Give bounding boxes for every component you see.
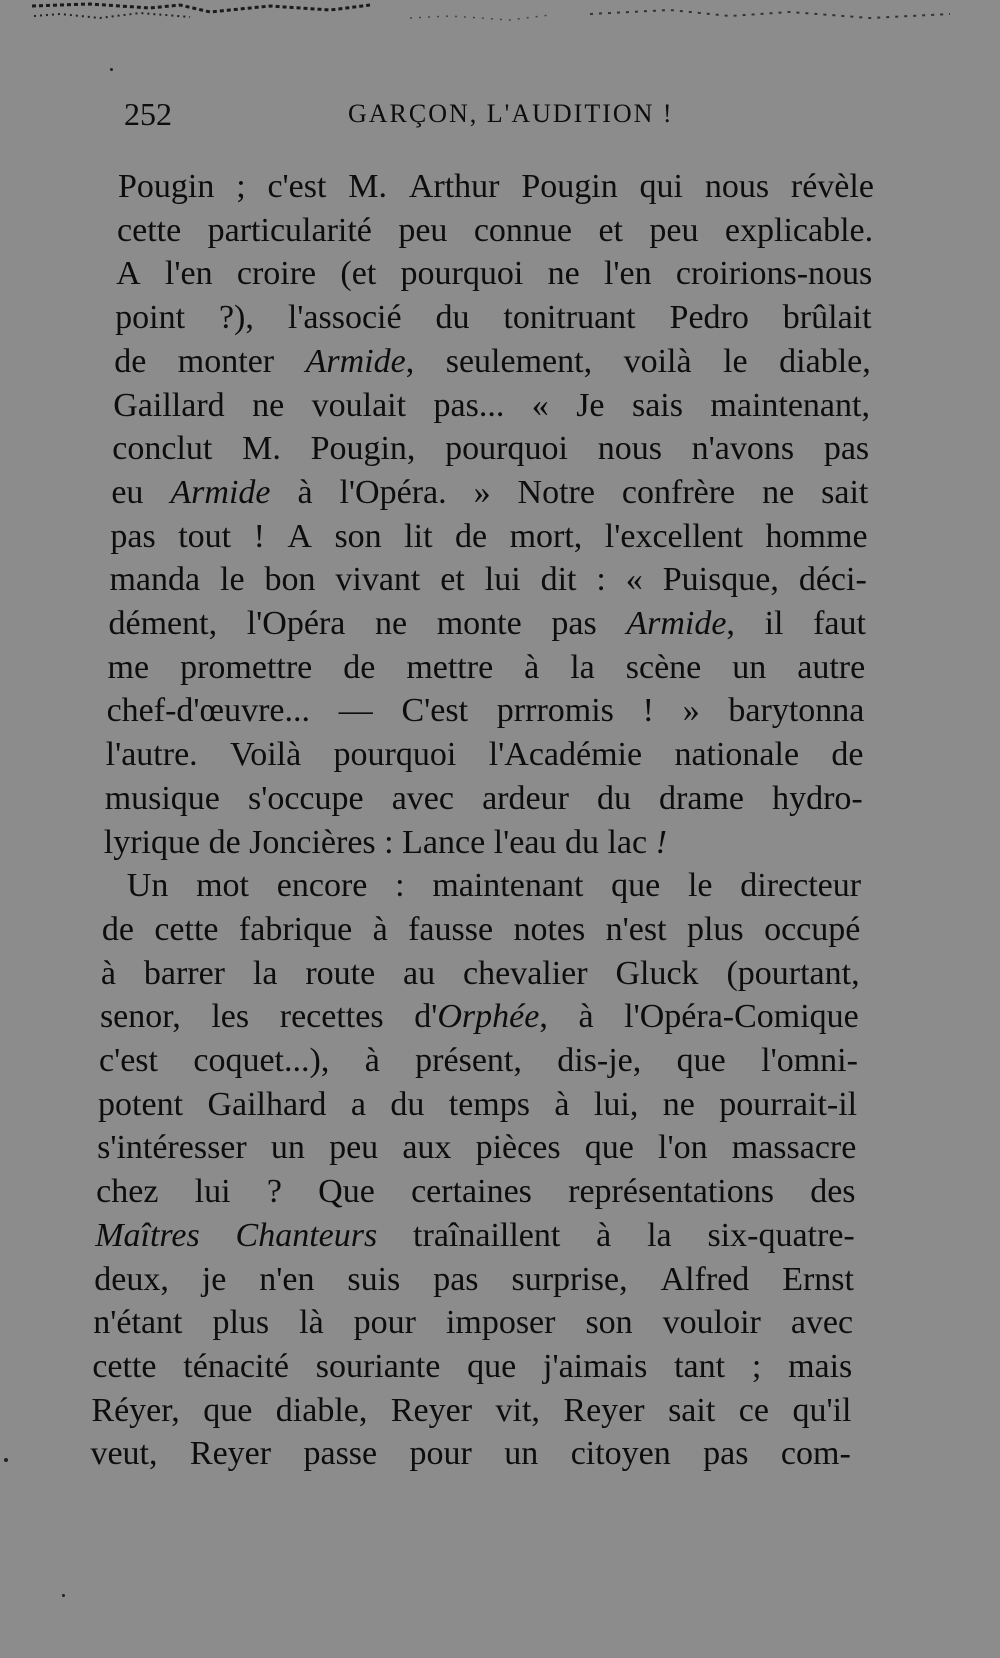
word: fausse [408,910,494,948]
word: M. [242,430,281,468]
word: des [810,1173,856,1211]
word: diable, [779,342,871,380]
word: à [100,954,116,992]
word: M. [348,168,388,205]
word: ce [738,1391,769,1429]
word: traînaillent [413,1216,561,1254]
word: vivant [335,561,421,599]
word: » [682,692,700,730]
word: Reyer [563,1391,645,1429]
word: l'autre. [105,736,198,774]
word: C'est [401,692,469,730]
word: occupé [764,910,861,948]
text-line [93,1300,853,1346]
word: brûlait [782,299,872,337]
word: lac [607,823,648,861]
word: » [473,473,491,511]
word: et [598,211,623,249]
word: peu [329,1129,379,1167]
word: mot [196,867,250,905]
word: citoyen [570,1435,671,1473]
word: pièces [475,1129,561,1167]
word: un [732,648,767,686]
word: Gaillard [113,386,225,424]
word: Pougin [118,168,215,205]
text-line [98,1082,857,1128]
word: surprise, [511,1260,628,1298]
scan-artifact-top [30,0,990,40]
word: représentations [568,1173,774,1211]
word: que [467,1347,517,1385]
word: — [338,692,373,730]
word: six-quatre- [707,1216,855,1254]
word: promettre [180,648,313,686]
word: vit, [495,1391,540,1429]
word: « [625,561,643,599]
word: suis [347,1260,401,1298]
text-line [95,1213,855,1259]
word: veut, [90,1435,158,1473]
word: certaines [411,1173,532,1211]
word: ; [751,1347,762,1385]
text-line [91,1388,851,1434]
word: ne [662,1085,695,1123]
word: lui [194,1173,231,1211]
text-line [112,426,869,472]
word: com- [780,1435,851,1473]
word: d'Orphée, [414,998,548,1036]
text-line [106,732,864,778]
word: de [101,910,134,948]
word: voilà [623,342,692,380]
word: Notre [517,473,595,511]
word: pas [703,1435,749,1473]
text-line [111,470,868,516]
word: l'on [658,1129,708,1167]
text-line [97,1125,856,1171]
word: faut [813,605,866,642]
text-line [118,164,874,210]
word: à [297,473,313,511]
word: pour [409,1435,472,1473]
word: diable, [275,1391,368,1429]
word: l'en [603,255,652,293]
word: musique [104,779,220,817]
word: plus [212,1304,270,1342]
word: pourquoi [445,430,568,468]
text-line [107,688,865,734]
text-line [102,907,861,953]
word: drame [659,779,744,817]
page-number: 252 [124,96,172,132]
word: j'aimais [543,1347,648,1385]
word: à [596,1216,612,1254]
word: là [299,1304,324,1342]
text-line [108,645,866,691]
word: que [676,1042,726,1079]
word: chevalier [463,954,588,992]
word: (pourtant, [726,954,860,992]
word: : [384,823,394,861]
word: tonitruant [503,299,636,337]
word: conclut [112,430,213,468]
word: (et [340,255,377,293]
word: je [201,1260,227,1298]
word: potent [98,1085,184,1123]
word: plus [686,910,744,948]
word: barytonna [728,692,865,730]
word: il [764,605,784,642]
word: chez [96,1173,159,1211]
word: ne [762,473,795,511]
word: qu'il [792,1391,852,1429]
word: Puisque, [662,561,779,599]
word: pas [823,430,870,468]
word: l'associé [287,299,402,337]
word: c'est [267,168,327,205]
word: croire [236,255,317,293]
word: du [435,299,470,337]
word: à [554,1085,570,1123]
word: explicable. [724,211,874,249]
word: de [455,517,488,555]
text-line [116,251,872,297]
word: s'occupe [247,779,364,817]
word: connue [473,211,573,249]
word: de [343,648,376,686]
word: l'excellent [604,517,744,555]
word: Armide [170,473,271,511]
word: temps [448,1085,530,1123]
word: n'étant [93,1304,183,1342]
text-line [109,601,867,647]
word: route [305,954,376,992]
word: ; [236,168,246,205]
word: ne [375,605,408,642]
word: croirions-nous [675,255,873,293]
word: Alfred [660,1260,750,1298]
text-line [101,951,860,997]
word: peu [398,211,448,249]
word: que [611,867,661,905]
word: n'avons [691,430,795,468]
word: son [585,1304,633,1342]
word: Chanteurs [235,1216,378,1254]
word: ardeur [482,779,569,817]
word: maintenant [432,867,584,905]
word: A [287,517,312,555]
word: coquet...), [193,1042,330,1079]
word: n'est [605,910,667,948]
word: de [831,736,864,774]
word: avec [391,779,454,817]
word: de [208,823,241,861]
word: confrère [621,473,736,511]
text-line [90,1431,850,1477]
word: directeur [740,867,862,905]
word: notes [513,910,586,948]
word: seulement, [445,342,593,380]
word: barrer [143,954,226,992]
word: Lance [402,823,486,861]
word: Gailhard [207,1085,327,1123]
text-line [115,295,871,341]
word: cette [117,211,182,249]
word: nous [704,168,770,205]
word: maintenant, [710,386,870,424]
word: manda [109,561,201,599]
word: mettre [406,648,494,686]
word: pas [433,1260,479,1298]
word: un [504,1435,539,1473]
word: recettes [279,998,384,1036]
word: homme [765,517,868,555]
word: tant [674,1347,726,1385]
word: sais [631,386,683,424]
word: un [270,1129,305,1167]
text-line [113,383,870,429]
text-line [92,1344,852,1390]
word: senor, [99,998,181,1036]
word: le [220,561,245,599]
word: dément, [108,605,218,642]
text-line [109,557,866,603]
word: aux [402,1129,452,1167]
word: « [531,386,549,424]
word: A [116,255,141,293]
word: nous [597,430,662,468]
word: monte [436,605,522,642]
word: ! [642,692,654,730]
word: souriante [315,1347,441,1385]
text-line [99,1038,858,1084]
word: le [723,342,748,380]
word: du [564,823,599,861]
word: l'eau [493,823,557,861]
word: la [570,648,595,686]
word: bon [264,561,316,599]
word: pourquoi [400,255,524,293]
word: Armide, [305,342,415,380]
word: Armide, [626,605,735,642]
word: s'intéresser [97,1129,247,1167]
word: eu [111,473,144,511]
word: la [647,1216,672,1254]
word: Arthur [408,168,500,205]
word: lui [484,561,521,599]
word: que [584,1129,634,1167]
word: pas... [433,386,505,424]
scan-speck [110,68,113,71]
word: révèle [790,168,874,205]
word: que [203,1391,253,1429]
text-line [105,776,863,822]
word: déci- [798,561,867,599]
word: ! [253,517,265,555]
word: monter [177,342,275,380]
word: deux, [94,1260,169,1298]
word: ne [252,386,285,424]
word: son [334,517,382,555]
word: du [596,779,631,817]
word: Réyer, [91,1391,180,1429]
text-line [114,339,871,385]
word: encore [276,867,368,905]
word: l'omni- [761,1042,858,1079]
word: me [107,648,150,686]
word: avec [790,1304,854,1342]
word: c'est [99,1042,158,1079]
word: dis-je, [557,1042,642,1079]
word: Un [126,867,169,905]
word: fabrique [238,910,353,948]
word: lui, [593,1085,639,1123]
text-line [110,514,867,560]
word: Reyer [390,1391,473,1429]
word: n'en [259,1260,315,1298]
word: au [403,954,436,992]
word: passe [303,1435,378,1473]
word: qui [639,168,683,205]
word: l'Opéra [246,605,346,642]
word: pas [551,605,597,642]
word: chef-d'œuvre... [106,692,311,730]
word: scène [625,648,702,686]
word: : [395,867,405,905]
word: point [115,299,186,337]
word: autre [797,648,866,686]
text-line [100,994,859,1040]
text-line [117,208,873,254]
word: nationale [674,736,800,774]
text-line [94,1257,854,1303]
word: Reyer [189,1435,272,1473]
word: présent, [415,1042,522,1079]
word: peu [649,211,699,249]
word: vouloir [662,1304,761,1342]
word: mais [788,1347,853,1385]
word: pourquoi [333,736,457,774]
word: lyrique [103,823,201,861]
word: massacre [731,1129,857,1167]
word: l'Opéra-Comique [624,998,859,1036]
word: voulait [311,386,407,424]
page-header [124,92,924,136]
word: mort, [509,517,583,555]
word: et [440,561,465,599]
word: le [687,867,713,905]
word: ? [266,1173,282,1211]
word: Pougin [521,168,618,205]
word: les [211,998,250,1036]
word: la [252,954,278,992]
word: dit [540,561,577,599]
word: à [524,648,540,686]
word: Voilà [230,736,302,774]
word: : [596,561,606,599]
word: l'en [164,255,213,293]
word: Joncières [249,823,376,861]
text-line [127,863,861,909]
word: l'Opéra. [339,473,447,511]
word: sait [821,473,869,511]
word: particularité [207,211,372,249]
scan-speck [62,1594,65,1597]
word: ténacité [183,1347,289,1385]
word: hydro- [772,779,863,817]
word: pas [110,517,156,555]
running-head: GARÇON, L'AUDITION ! [348,99,674,128]
word: Je [576,386,605,424]
word: Gluck [615,954,699,992]
word: ne [547,255,580,293]
word: du [390,1085,425,1123]
word: à [372,910,388,948]
word: imposer [445,1304,556,1342]
word: Pougin, [310,430,416,468]
word: à [578,998,594,1036]
word: de [114,342,147,380]
word: ! [655,823,667,861]
word: pour [353,1304,416,1342]
word: pourrait-il [719,1085,858,1123]
word: l'Académie [488,736,643,774]
word: cette [154,910,219,948]
text-line [96,1169,855,1215]
word: sait [668,1391,716,1429]
word: a [350,1085,366,1123]
word: Ernst [782,1260,854,1298]
word: cette [92,1347,157,1385]
word: lit [404,517,433,555]
word: à [364,1042,380,1079]
word: tout [178,517,232,555]
word: ?), [218,299,254,337]
scan-speck [4,1458,8,1462]
text-line [104,820,862,866]
word: Que [318,1173,375,1211]
word: Maîtres [95,1216,200,1254]
word: prrromis [496,692,614,730]
word: Pedro [669,299,749,337]
